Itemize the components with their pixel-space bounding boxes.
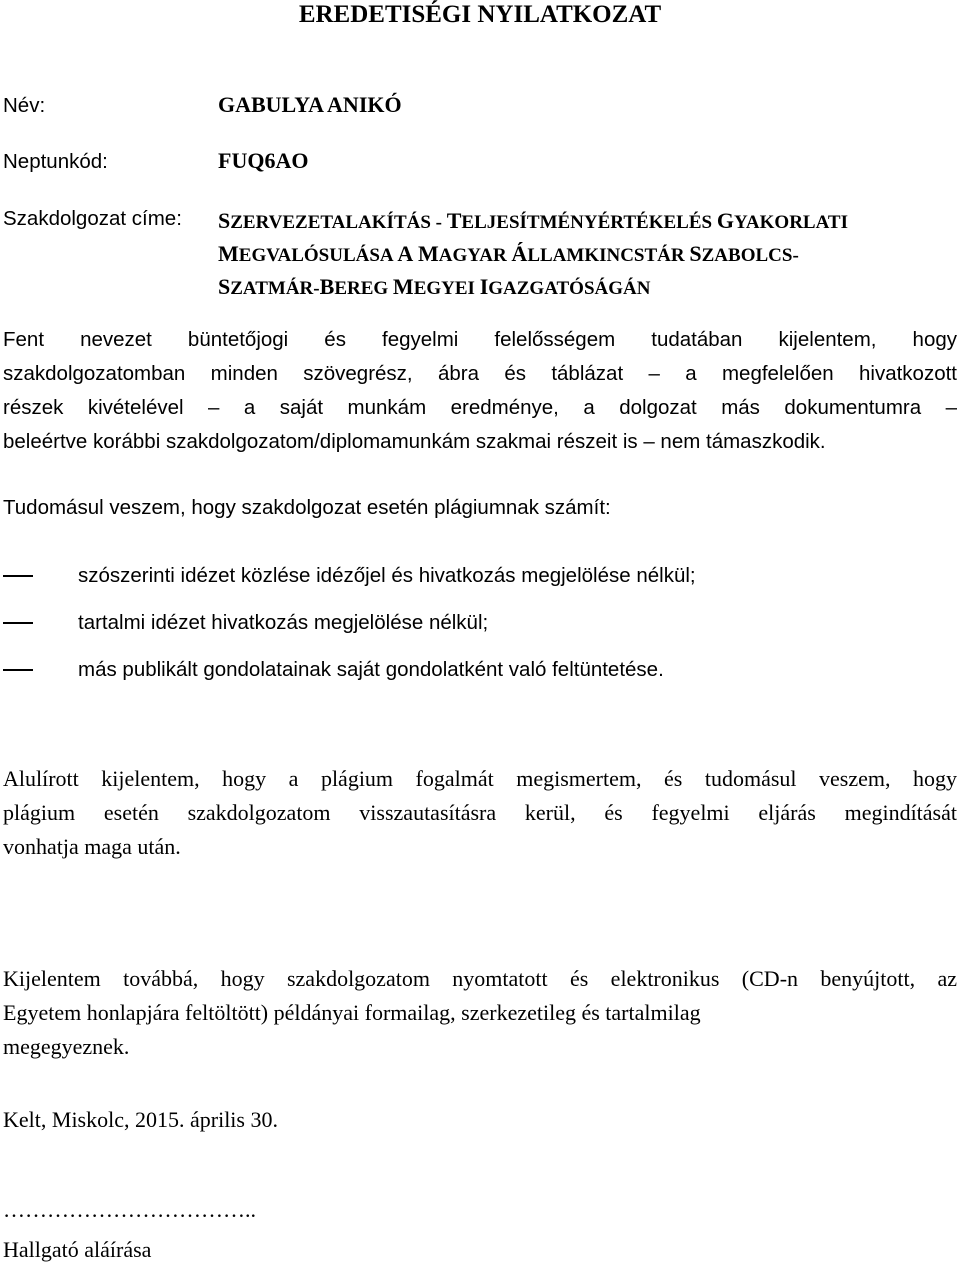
document-title: EREDETISÉGI NYILATKOZAT — [298, 1, 662, 28]
paragraph-line: plágium esetén szakdolgozatom visszautasításra kerül, és fegyelmi eljárás megindítását — [3, 800, 957, 825]
paragraph-line: szakdolgozatomban minden szövegrész, ábra és táblázat – a megfelelően hivatkozott — [3, 362, 957, 385]
neptun-label: Neptunkód: — [3, 150, 108, 173]
paragraph-line: vonhatja maga után. — [3, 834, 181, 859]
plagiarism-intro: Tudomásul veszem, hogy szakdolgozat esetén plágiumnak számít: — [3, 496, 611, 519]
paragraph-line: Fent nevezet büntetőjogi és fegyelmi felelősségem tudatában kijelentem, hogy — [3, 328, 957, 351]
paragraph-line: részek kivételével – a saját munkám eredménye, a dolgozat más dokumentumra – — [3, 396, 957, 419]
name-value: GABULYA ANIKÓ — [218, 92, 402, 117]
paragraph-line: megegyeznek. — [3, 1034, 130, 1059]
declaration-page: EREDETISÉGI NYILATKOZAT Név: GABULYA ANIKÓ Neptunkód: FUQ6AO Szakdolgozat címe: SZERVEZETALAKÍTÁS - TELJESÍTMÉNYÉRTÉKELÉS GYAKORLATI MEGVALÓSULÁSA A MAGYAR ÁLLAMKINCSTÁR SZABOLCS- SZATMÁR-BEREG MEGYEI IGAZGATÓSÁGÁN Fent nevezet büntetőjogi és fegyelmi felelősségem tudatában kijelentem, hogy szakdolgozatomban minden szövegrész, ábra és táblázat – a megfelelően hivatkozott részek kivételével – a saját munkám eredménye, a dolgozat más dokumentumra – beleértve korábbi szakdolgozatom/diplomamunkám szakmai részeit is – nem támaszkodik. Tudomásul veszem, hogy szakdolgozat esetén plágiumnak számít: szószerinti idézet közlése idézőjel és hivatkozás megjelölése nélkül; tartalmi idézet hivatkozás megjelölése nélkül; más publikált gondolatainak saját gondolatként való feltüntetése. Alulírott kijelentem, hogy a plágium fogalmát megismertem, és tudomásul veszem, hogy plágium esetén szakdolgozatom visszautasításra kerül, és fegyelmi eljárás megindítását vonhatja maga után. Kijelentem továbbá, hogy szakdolgozatom nyomtatott és elektronikus (CD-n benyújtott, az Egyetem honlapjára feltöltött) példányai formailag, szerkezetileg és tartalmilag megegyeznek. Kelt, Miskolc, 2015. április 30. …………………………….. Hallgató aláírása — [0, 0, 960, 1266]
dash-bullet — [3, 575, 33, 577]
paragraph-line: Kijelentem továbbá, hogy szakdolgozatom nyomtatott és elektronikus (CD-n benyújtott, az — [3, 966, 957, 991]
date-line: Kelt, Miskolc, 2015. április 30. — [3, 1107, 278, 1132]
paragraph-line: Alulírott kijelentem, hogy a plágium fogalmát megismertem, és tudomásul veszem, hogy — [3, 766, 957, 791]
thesis-label: Szakdolgozat címe: — [3, 207, 182, 230]
thesis-title-line: MEGVALÓSULÁSA A MAGYAR ÁLLAMKINCSTÁR SZABOLCS- — [218, 241, 799, 266]
declaration-paragraph — [3, 323, 957, 459]
signature-label: Hallgató aláírása — [3, 1237, 152, 1262]
copies-paragraph — [3, 962, 957, 1064]
signature-line: …………………………….. — [3, 1197, 256, 1222]
paragraph-line: beleértve korábbi szakdolgozatom/diplomamunkám szakmai részeit is – nem támaszkodik. — [3, 430, 826, 453]
dash-bullet — [3, 622, 33, 624]
acknowledgement-paragraph — [3, 762, 957, 864]
neptun-value: FUQ6AO — [218, 148, 309, 173]
dash-bullet — [3, 669, 33, 671]
thesis-title-line: SZATMÁR-BEREG MEGYEI IGAZGATÓSÁGÁN — [218, 274, 651, 299]
thesis-title — [218, 205, 948, 304]
name-label: Név: — [3, 94, 46, 117]
thesis-title-line: SZERVEZETALAKÍTÁS - TELJESÍTMÉNYÉRTÉKELÉS GYAKORLATI — [218, 208, 848, 233]
paragraph-line: Egyetem honlapjára feltöltött) példányai formailag, szerkezetileg és tartalmilag — [3, 1000, 701, 1025]
